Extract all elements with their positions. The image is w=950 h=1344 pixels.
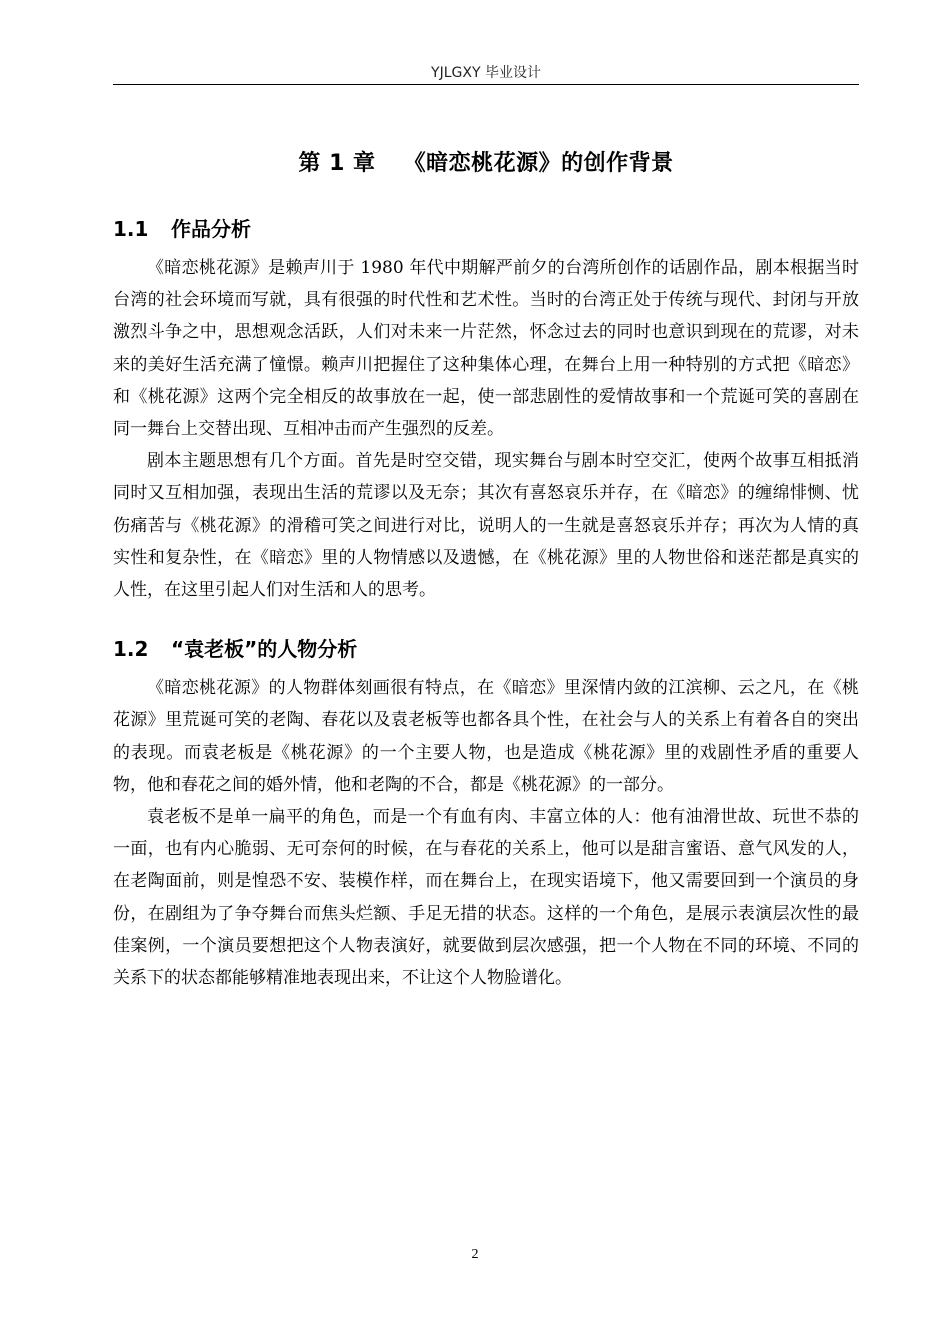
paragraph: 《暗恋桃花源》是赖声川于 1980 年代中期解严前夕的台湾所创作的话剧作品，剧本根据当时台湾的社会环境而写就，具有很强的时代性和艺术性。当时的台湾正处于传统与现代、封闭与开放激烈斗争之中，思想观念活跃，人们对未来一片茫然，怀念过去的同时也意识到现在的荒谬，对未来的美好生活充满了憧憬。赖声川把握住了这种集体心理，在舞台上用一种特别的方式把《暗恋》和《桃花源》这两个完全相反的故事放在一起，使一部悲剧性的爱情故事和一个荒诞可笑的喜剧在同一舞台上交替出现、互相冲击而产生强烈的反差。 [113, 258, 859, 440]
section-title: “袁老板”的人物分析 [171, 637, 358, 662]
chapter-title [113, 140, 859, 188]
section-1-2 [113, 634, 859, 994]
paragraph: 《暗恋桃花源》的人物群体刻画很有特点，在《暗恋》里深情内敛的江滨柳、云之凡，在《桃花源》里荒诞可笑的老陶、春花以及袁老板等也都各具个性，在社会与人的关系上有着各自的突出的表现。而袁老板是《桃花源》的一个主要人物，也是造成《桃花源》里的戏剧性矛盾的重要人物，他和春花之间的婚外情，他和老陶的不合，都是《桃花源》的一部分。 [113, 678, 859, 795]
section-number: 1.2 [113, 637, 149, 662]
paragraph: 袁老板不是单一扁平的角色，而是一个有血有肉、丰富立体的人：他有油滑世故、玩世不恭的一面，也有内心脆弱、无可奈何的时候，在与春花的关系上，他可以是甜言蜜语、意气风发的人，在老陶面前，则是惶恐不安、装模作样，而在舞台上，在现实语境下，他又需要回到一个演员的身份，在剧组为了争夺舞台而焦头烂额、手足无措的状态。这样的一个角色，是展示表演层次性的最佳案例，一个演员要想把这个人物表演好，就要做到层次感强，把一个人物在不同的环境、不同的关系下的状态都能够精准地表现出来，不让这个人物脸谱化。 [113, 807, 859, 989]
section-title: 作品分析 [171, 217, 251, 241]
page-number: 2 [471, 1247, 479, 1262]
running-header: YJLGXY 毕业设计 [431, 65, 541, 81]
section-1-1 [113, 214, 859, 606]
chapter-number: 第 1 章 [298, 151, 376, 176]
page-body [113, 140, 859, 994]
header-divider [113, 84, 859, 85]
section-number: 1.1 [113, 217, 149, 241]
paragraph: 剧本主题思想有几个方面。首先是时空交错，现实舞台与剧本时空交汇，使两个故事互相抵消同时又互相加强，表现出生活的荒谬以及无奈；其次有喜怒哀乐并存，在《暗恋》的缠绵悱恻、忧伤痛苦与《桃花源》的滑稽可笑之间进行对比，说明人的一生就是喜怒哀乐并存；再次为人情的真实性和复杂性，在《暗恋》里的人物情感以及遗憾，在《桃花源》里的人物世俗和迷茫都是真实的人性，在这里引起人们对生活和人的思考。 [113, 451, 859, 601]
section-heading [113, 634, 859, 664]
section-heading [113, 214, 859, 244]
chapter-name: 《暗恋桃花源》的创作背景 [403, 151, 674, 176]
